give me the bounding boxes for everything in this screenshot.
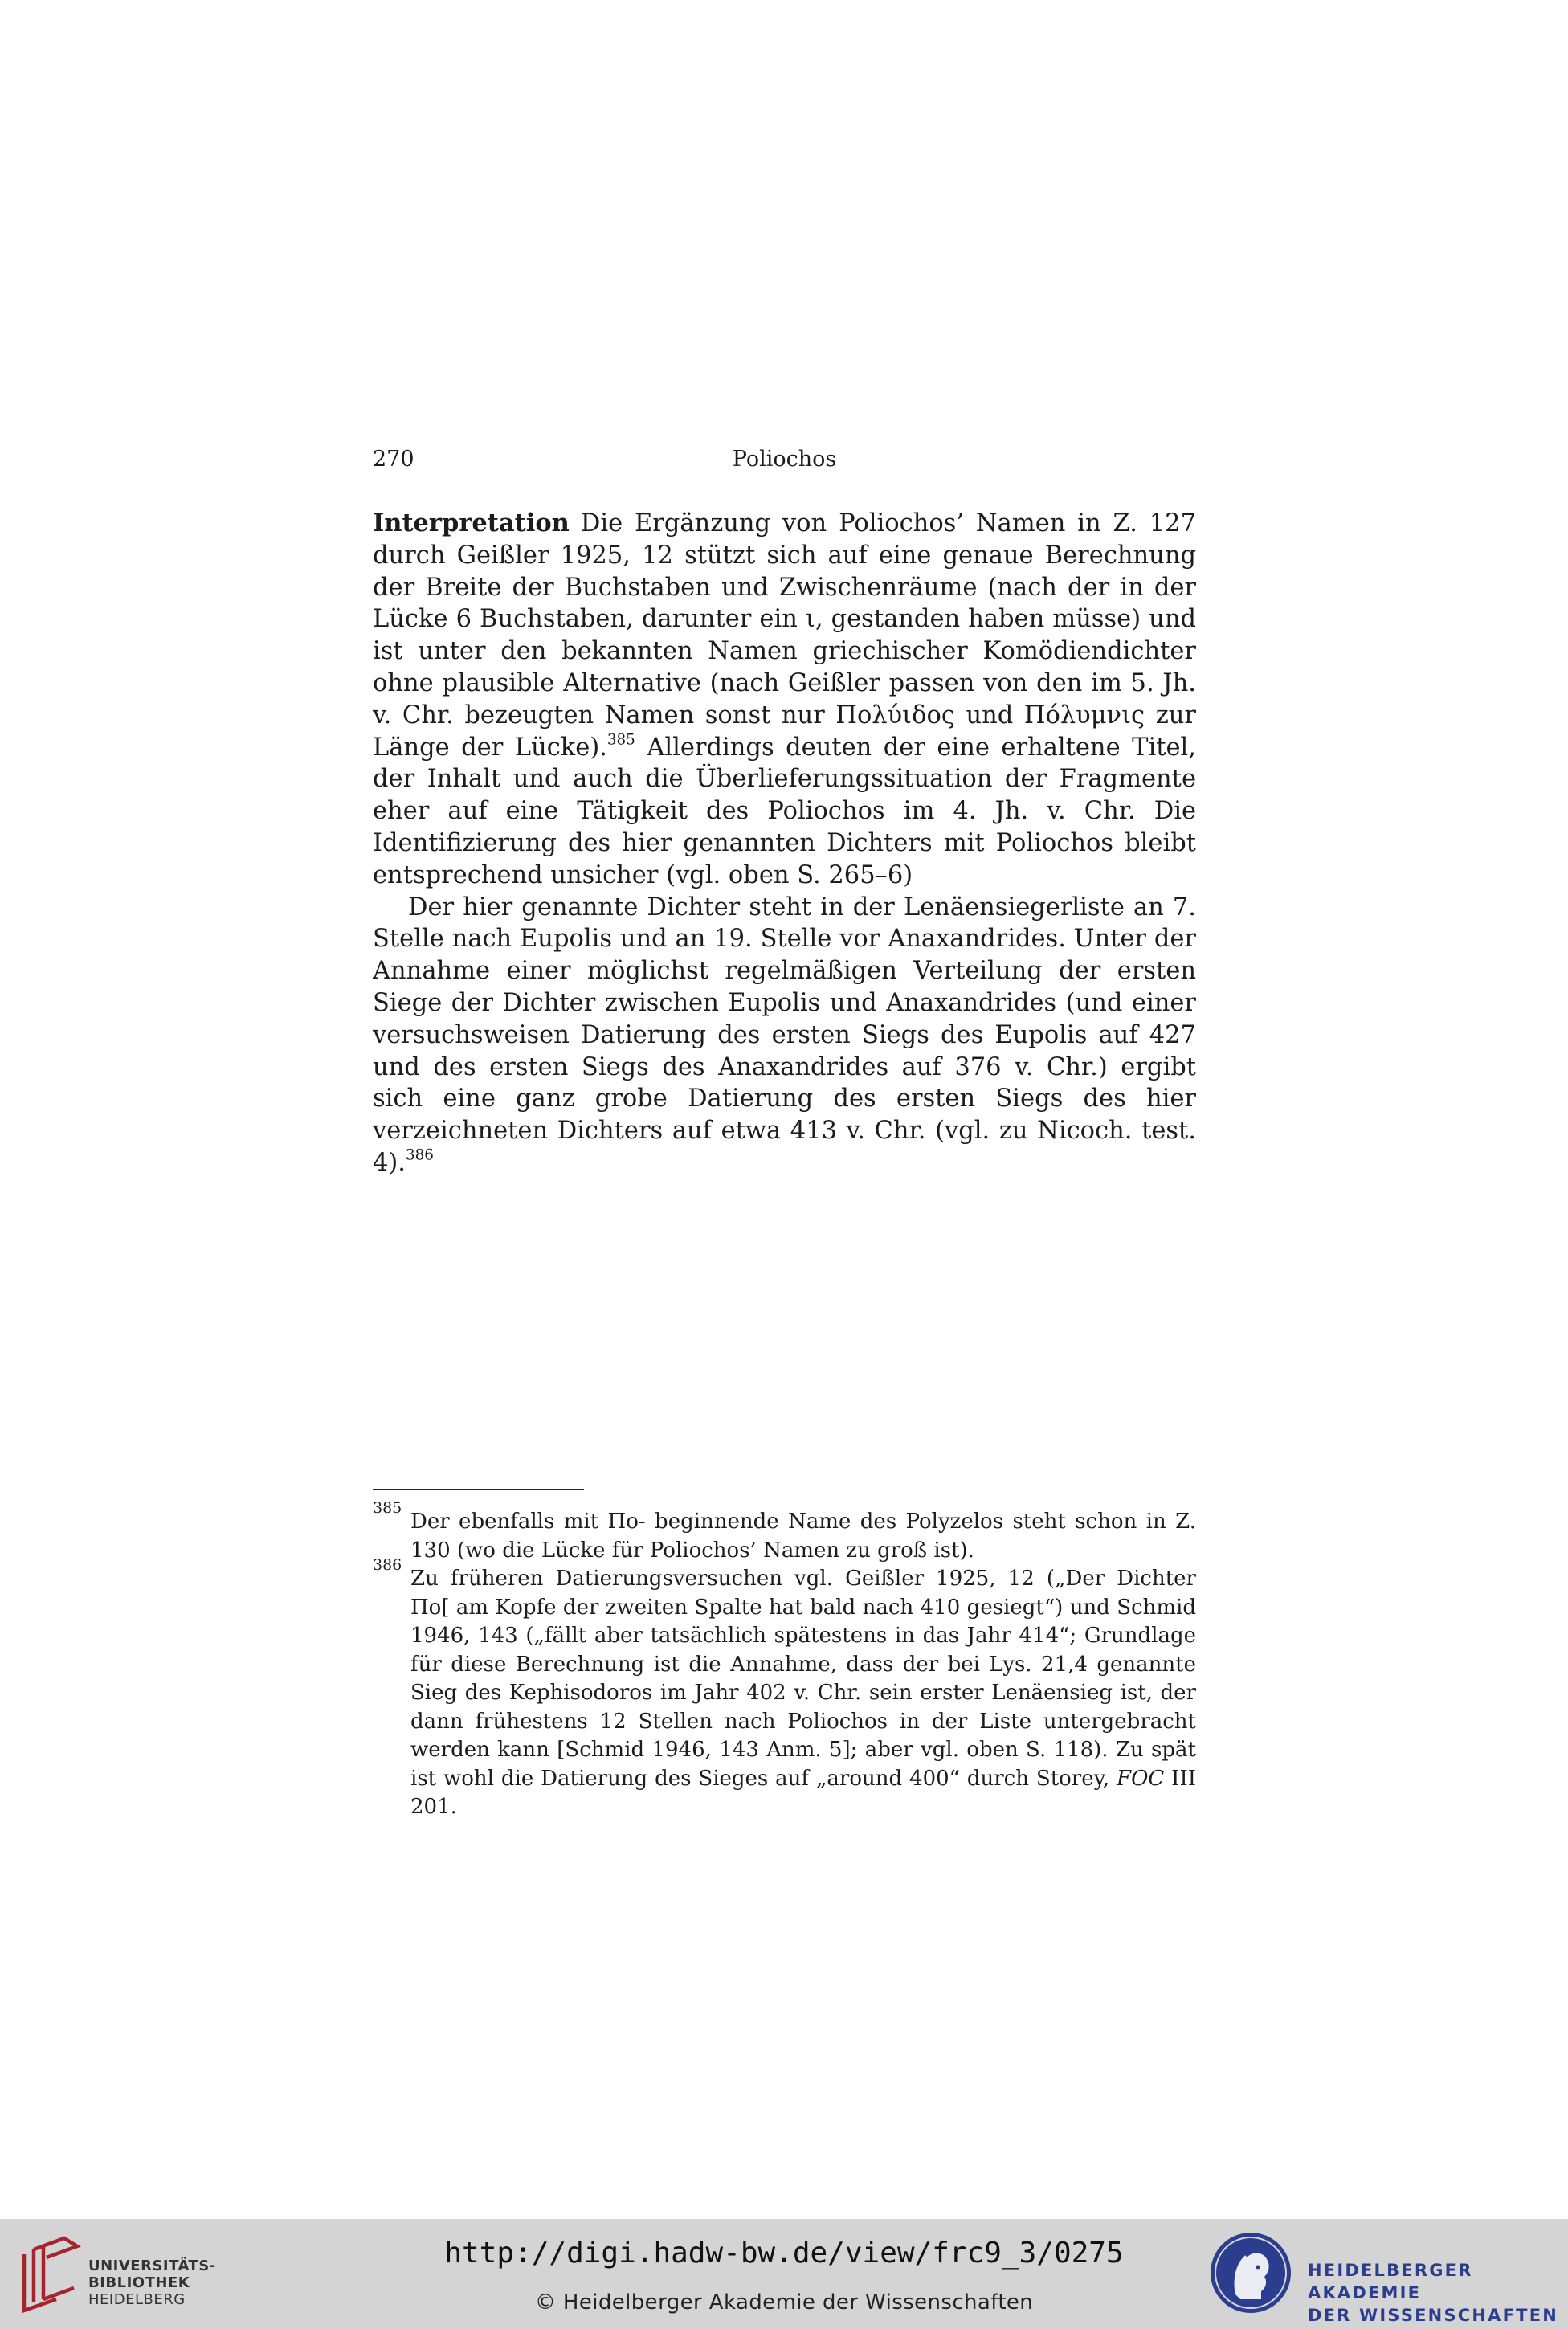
copyright-notice: © Heidelberger Akademie der Wissenschaften [534,2290,1034,2315]
hadw-logo-text [1308,2259,1562,2327]
paragraph-text: Allerdings deuten der eine erhaltene Titel, der Inhalt und auch die Überlieferungssituation der Fragmente eher auf eine Tätigkeit des Poliochos im 4. Jh. v. Chr. Die Identifizierung des hier genannten Dichters mit Poliochos bleibt entsprechend unsicher (vgl. oben S. 265–6) [373,733,1196,889]
footnote-separator [373,1489,584,1490]
hadw-logo-line: DER WISSENSCHAFTEN [1308,2306,1559,2325]
page-header [373,447,1196,479]
footnote-reference[interactable]: 385 [606,730,635,748]
ub-logo-line: UNIVERSITÄTS- [88,2257,216,2274]
paragraph-dating [373,892,1196,1179]
hadw-logo[interactable] [1208,2230,1562,2325]
page-number: 270 [373,447,414,472]
ub-logo-line: BIBLIOTHEK [88,2274,190,2291]
footnote-italic-abbrev: FOC [1117,1766,1165,1791]
footer-bar [0,2219,1568,2329]
ub-logo-line: HEIDELBERG [88,2291,186,2308]
footnote-text: III 201. [410,1766,1196,1819]
footnote-number: 386 [373,1556,402,1574]
hadw-logo-line: HEIDELBERGER AKADEMIE [1308,2261,1473,2302]
footnote-reference[interactable]: 386 [406,1146,434,1164]
footnotes [373,1499,1196,1822]
athena-seal-icon [1208,2230,1293,2315]
footnote [373,1556,1196,1822]
section-label: Interpretation [373,509,570,537]
footnote-number: 385 [373,1499,402,1517]
main-text [373,508,1196,1179]
footnote-text: Der ebenfalls mit Πο- beginnende Name des Polyzelos steht schon in Z. 130 (wo die Lücke für Poliochos’ Namen zu groß ist). [410,1510,1196,1563]
footnote [373,1499,1196,1565]
running-title: Poliochos [732,447,837,472]
paragraph-text: Der hier genannte Dichter steht in der Lenäensiegerliste an 7. Stelle nach Eupolis und an 19. Stelle vor Anaxandrides. Unter der Annahme einer möglichst regelmäßigen Verteilung der ersten Siege der Dichter zwischen Eupolis und Anaxandrides (und einer versuchsweisen Datierung des ersten Siegs des Eupolis auf 427 und des ersten Siegs des Anaxandrides auf 376 v. Chr.) ergibt sich eine ganz grobe Datierung des ersten Siegs des hier verzeichneten Dichters auf etwa 413 v. Chr. (vgl. zu Nicoch. test. 4). [373,893,1196,1177]
footnote-text: Zu früheren Datierungsversuchen vgl. Geißler 1925, 12 („Der Dichter Πο[ am Kopfe der zweiten Spalte hat bald nach 410 gesiegt“) und Schmid 1946, 143 („fällt aber tatsächlich spätestens in das Jahr 414“; Grundlage für diese Berechnung ist die Annahme, dass der bei Lys. 21,4 genannte Sieg des Kephisodoros im Jahr 402 v. Chr. sein erster Lenäensieg ist, der dann frühestens 12 Stellen nach Poliochos in der Liste untergebracht werden kann [Schmid 1946, 143 Anm. 5]; aber vgl. oben S. 118). Zu spät ist wohl die Datierung des Sieges auf „around 400“ durch Storey, [410,1567,1196,1791]
paragraph-text: Die Ergänzung von Poliochos’ Namen in Z. 127 durch Geißler 1925, 12 stützt sich auf eine genaue Berechnung der Breite der Buchstaben und Zwischenräume (nach der in der Lücke 6 Buchstaben, darunter ein ι, gestanden haben müsse) und ist unter den bekannten Namen griechischer Komödiendichter ohne plausible Alternative (nach Geißler passen von den im 5. Jh. v. Chr. bezeugten Namen sonst nur Πολύιδος und Πόλυμνις zur Länge der Lücke). [373,509,1196,762]
paragraph-interpretation [373,508,1196,892]
permalink-url[interactable]: http://digi.hadw-bw.de/view/frc9_3/0275 [444,2237,1124,2270]
